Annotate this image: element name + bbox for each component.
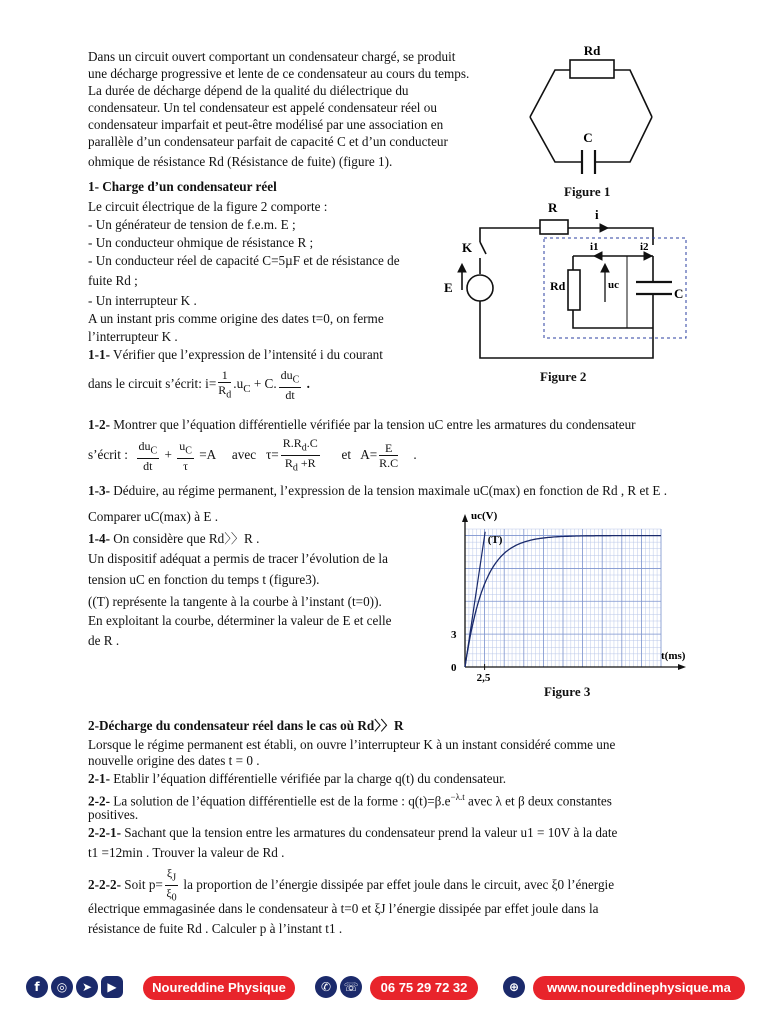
part2-line-1: Lorsque le régime permanent est établi, on ouvre l’interrupteur K à un instant considéré comme une [88,737,616,752]
intro-line-2: une décharge progressive et lente de ce condensateur au cours du temps. [88,66,470,81]
figure-2-i-label: i [595,207,599,222]
part1-line-2: - Un générateur de tension de f.e.m. E ; [88,217,296,232]
question-2-1: 2-1- Etablir l’équation différentielle vérifiée par la charge q(t) du condensateur. [88,771,507,786]
figure-1-caption: Figure 1 [564,184,611,199]
y-tick-label: 3 [451,629,457,642]
origin-label: 0 [451,662,457,674]
phone-icon[interactable]: ✆ [315,976,337,998]
youtube-icon[interactable]: ▶ [101,976,123,998]
part1-line-8: l’interrupteur K . [88,329,178,344]
question-1-4-line-2: tension uC en fonction du temps t (figure3). [88,572,320,587]
figure-1-rd-label: Rd [583,43,601,58]
part2-line-2: nouvelle origine des dates t = 0 . [88,753,260,768]
question-2-2-1-line-2: t1 =12min . Trouver la valeur de Rd . [88,845,285,860]
facebook-icon[interactable]: f [26,976,48,998]
figure-2-circuit [440,198,690,378]
globe-icon[interactable]: ⊕ [503,976,525,998]
question-1-1-formula: dans le circuit s’écrit: i= $\frac{1}{R_d}$ $.u_C + C$. $\frac{du_C}{dt}$ . [88,368,310,403]
question-1-4-line-1: Un dispositif adéquat a permis de tracer l’évolution de la [88,551,388,566]
question-1-2: 1-2- Montrer que l’équation différentielle vérifiée par la tension uC entre les armatures du condensateur [88,417,636,432]
figure-1-c-label: C [583,130,593,145]
part1-title: 1- Charge d’un condensateur réel [88,179,277,194]
question-1-4-line-3: ((T) représente la tangente à la courbe à l’instant (t=0)). [88,594,382,609]
question-2-2-line-2: positives. [88,807,139,822]
intro-line-1: Dans un circuit ouvert comportant un condensateur chargé, se produit [88,49,456,64]
figure-2-caption: Figure 2 [540,369,587,384]
figure-3-caption: Figure 3 [544,684,591,699]
figure-2-i1-label: i1 [590,241,599,253]
intro-line-3: La durée de décharge dépend de la qualité du diélectrique du [88,83,409,98]
x-tick-label: 2,5 [476,672,491,684]
question-1-1: 1-1- Vérifier que l’expression de l’intensité i du courant [88,347,383,362]
part2-title: 2-Décharge du condensateur réel dans le cas où Rd〉〉R [88,718,404,733]
brand-badge[interactable]: Noureddine Physique [143,976,295,1000]
figure-2-e-label: E [444,280,453,295]
intro-line-6: parallèle d’un condensateur parfait de capacité C et d’un conducteur [88,134,448,149]
question-1-4: 1-4- On considère que Rd〉〉R . [88,531,260,546]
figure-2-r-label: R [548,200,558,215]
phone-badge[interactable]: 06 75 29 72 32 [370,976,478,1000]
telegram-icon[interactable]: ➤ [76,976,98,998]
intro-line-4: condensateur. Un tel condensateur est appelé condensateur réel ou [88,100,437,115]
part1-line-3: - Un conducteur ohmique de résistance R ; [88,235,314,250]
part1-line-7: A un instant pris comme origine des dates t=0, on ferme [88,311,384,326]
x-axis-arrow [678,664,686,670]
figure-3-chart [415,505,695,685]
part1-line-6: - Un interrupteur K . [88,293,197,308]
question-2-2-2: 2-2-2- Soit p= $\frac{\xi_J}{\xi_0}$ la proportion de l’énergie dissipée par effet joule dans le circuit, avec ξ0 l’énergie [88,866,615,904]
chart-major-grid [465,529,661,667]
figure-2-rd-label: Rd [550,279,566,293]
question-1-2-formula: s’écrit : $\frac{du_C}{dt}$ + $\frac{u_C}{\tau}$ =A avec τ= $\frac{R.R_d.C}{R_d +R}$ et A= $\frac{E}{R.C}$ . [88,436,417,474]
figure-2-uc-label: uc [608,279,619,291]
question-2-2-1: 2-2-1- Sachant que la tension entre les armatures du condensateur prend la valeur u1 = 10V à la date [88,825,618,840]
chart-x-axis-label: t(ms) [661,650,686,662]
intro-line-5: condensateur imparfait et peut-être modélisé par une association en [88,117,444,132]
question-2-2: 2-2- La solution de l’équation différentielle est de la forme : $q(t)=\beta.e^{-\lambda.t}$ avec λ et β deux constantes [88,792,612,809]
y-axis-arrow [462,514,468,522]
figure-2-i2-label: i2 [640,241,649,253]
question-1-3: 1-3- Déduire, au régime permanent, l’expression de la tension maximale uC(max) en fonction de Rd , R et E . [88,483,667,498]
chart-y-axis-label: uc(V) [471,510,498,522]
part1-line-5: fuite Rd ; [88,273,138,288]
part1-line-1: Le circuit électrique de la figure 2 comporte : [88,199,328,214]
figure-1-circuit [500,42,660,192]
series-tangent-line [465,532,485,667]
question-2-2-2-line-2: électrique emmagasinée dans le condensateur à t=0 et ξJ l’énergie dissipée par effet joule dans la [88,901,599,916]
footer [0,976,768,1002]
question-1-4-line-5: de R . [88,633,120,648]
instagram-icon[interactable]: ◎ [51,976,73,998]
part1-line-4: - Un conducteur réel de capacité C=5µF et de résistance de [88,253,400,268]
figure-2-c-label: C [674,286,684,301]
website-badge[interactable]: www.noureddinephysique.ma [533,976,745,1000]
question-1-3-compare: Comparer uC(max) à E . [88,509,219,524]
whatsapp-icon[interactable]: ☏ [340,976,362,998]
figure-2-k-label: K [462,240,473,255]
tangent-label: (T) [487,534,503,547]
question-1-4-line-4: En exploitant la courbe, déterminer la valeur de E et celle [88,613,392,628]
question-2-2-2-line-3: résistance de fuite Rd . Calculer p à l’instant t1 . [88,921,343,936]
intro-line-7: ohmique de résistance Rd (Résistance de fuite) (figure 1). [88,154,393,169]
